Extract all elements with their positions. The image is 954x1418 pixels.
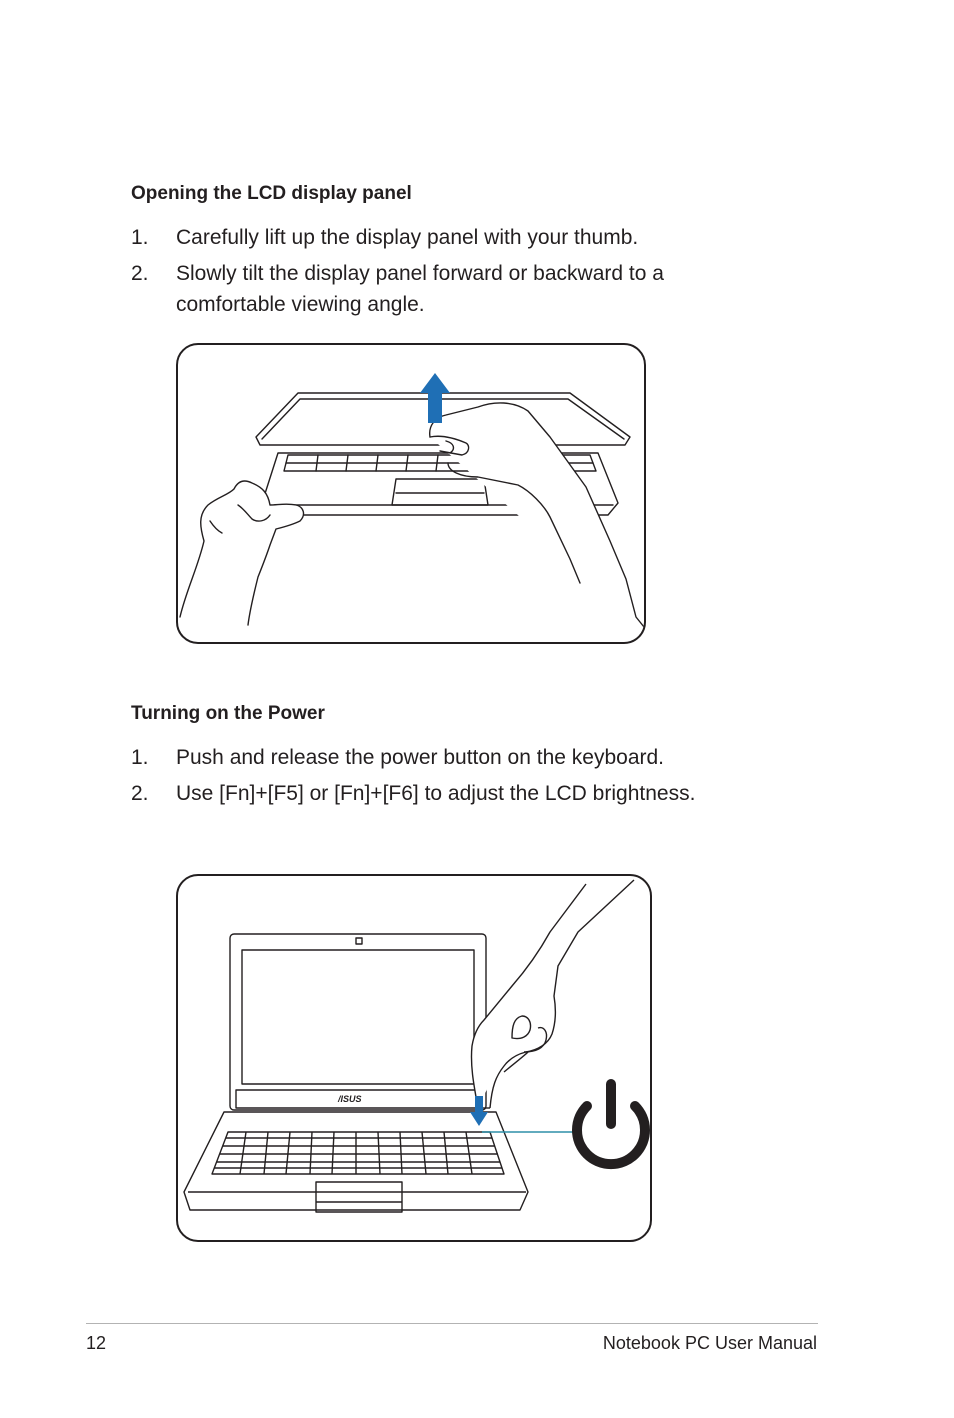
step-text: Push and release the power button on the keyboard. <box>176 746 665 769</box>
open-display-illustration <box>178 345 644 642</box>
step-text: Slowly tilt the display panel forward or backward to a comfortable viewing angle. <box>176 262 664 316</box>
step-text: Use [Fn]+[F5] or [Fn]+[F6] to adjust the LCD brightness. <box>176 782 696 805</box>
page-number: 12 <box>86 1333 107 1353</box>
step-number: 2. <box>131 262 149 285</box>
figure-open-display <box>176 343 646 644</box>
manual-title: Notebook PC User Manual <box>602 1333 817 1353</box>
power-on-illustration <box>178 876 650 1240</box>
step-text: Carefully lift up the display panel with your thumb. <box>176 226 639 249</box>
step-number: 2. <box>131 782 149 805</box>
figure-power-on <box>176 874 652 1242</box>
step-number: 1. <box>131 746 149 769</box>
asus-logo: /ISUS <box>338 1094 362 1104</box>
power-icon <box>577 1084 645 1164</box>
section-heading-power: Turning on the Power <box>131 703 325 724</box>
step-number: 1. <box>131 226 149 249</box>
section-heading-open-lcd: Opening the LCD display panel <box>131 183 412 204</box>
footer-divider <box>86 1323 818 1324</box>
